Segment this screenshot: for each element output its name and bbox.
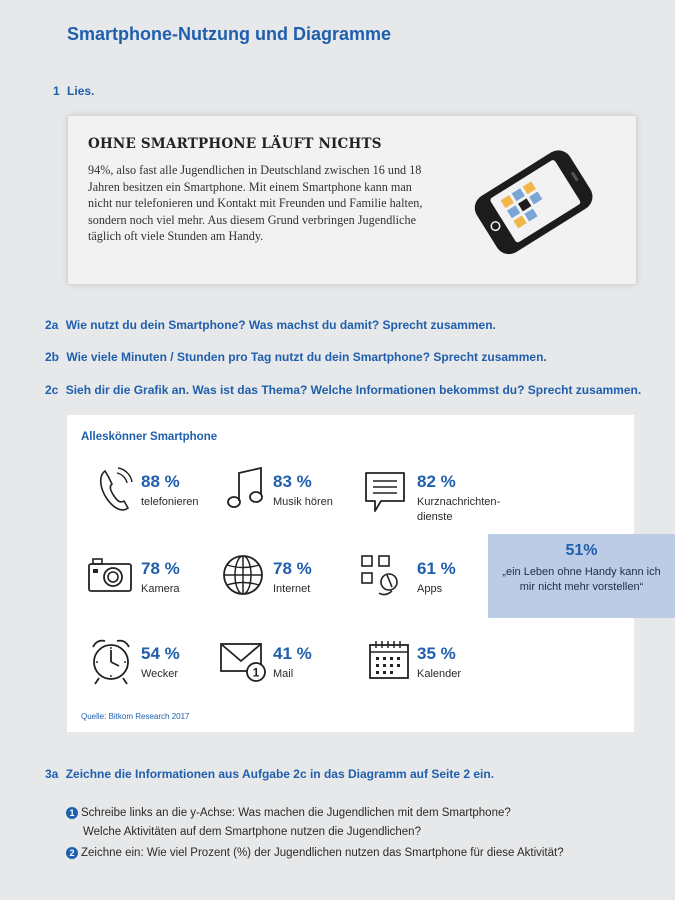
- smartphone-illustration: [458, 140, 608, 270]
- step-text: Schreibe links an die y-Achse: Was machen die Jugendlichen mit dem Smartphone?: [81, 807, 511, 820]
- stat-value: 35 %: [417, 644, 456, 663]
- task-number: 2c: [45, 383, 59, 397]
- reading-heading: OHNE SMARTPHONE LÄUFT NICHTS: [88, 136, 382, 152]
- phone-handset-icon: [97, 467, 133, 513]
- task-text: Zeichne die Informationen aus Aufgabe 2c in das Diagramm auf Seite 2 ein.: [65, 767, 495, 781]
- stat-label: Apps: [417, 583, 443, 595]
- stat-value: 88 %: [141, 472, 180, 491]
- stat-label: Musik hören: [273, 496, 333, 508]
- task-text: Sieh dir die Grafik an. Was ist das Thema? Welche Informationen bekommst du? Sprecht zusammen.: [65, 383, 642, 397]
- task-number: 1: [53, 84, 60, 98]
- task-number: 2a: [45, 318, 59, 332]
- camera-icon: [87, 555, 133, 595]
- step-1-continued: [83, 826, 421, 838]
- alarm-clock-icon: [89, 635, 133, 687]
- stat-value: 82 %: [417, 472, 456, 491]
- task-3a: [45, 767, 494, 781]
- svg-text:1: 1: [252, 665, 260, 680]
- stat-label: Wecker: [141, 668, 179, 680]
- page-title: Smartphone-Nutzung und Diagramme: [67, 24, 392, 44]
- music-note-icon: [227, 467, 267, 513]
- source-note: Quelle: Bitkom Research 2017: [81, 712, 190, 721]
- task-1: [53, 84, 94, 98]
- task-2a: [45, 318, 496, 332]
- reading-body: 94%, also fast alle Jugendlichen in Deutschland zwischen 16 und 18 Jahren besitzen ein Smartphone. Mit einem Smartphone kann man nicht nur telefonieren und Kontakt mit Freunden und Familie halten, sondern noch viel mehr. Aus diesem Grund verbringen Jugendliche täglich oft viele Stunden am Handy.: [88, 163, 423, 243]
- stat-value: 41 %: [273, 644, 312, 663]
- apps-icon: [359, 553, 407, 599]
- step-text: Welche Aktivitäten auf dem Smartphone nutzen die Jugendlichen?: [83, 826, 421, 838]
- stat-label: Kamera: [141, 583, 180, 595]
- task-2c: [45, 383, 641, 397]
- quote-value: 51%: [565, 542, 598, 559]
- quote-box: [488, 534, 675, 618]
- globe-icon: [221, 553, 265, 597]
- task-number: 2b: [45, 350, 60, 364]
- stat-label: Internet: [273, 583, 311, 595]
- stat-label: telefonieren: [141, 496, 199, 508]
- stat-value: 83 %: [273, 472, 312, 491]
- step-badge: 1: [66, 807, 78, 819]
- stat-label: Mail: [273, 668, 294, 680]
- mail-icon: [219, 641, 269, 683]
- stat-value: 54 %: [141, 644, 180, 663]
- task-text: Wie nutzt du dein Smartphone? Was machst du damit? Sprecht zusammen.: [65, 318, 496, 332]
- stat-value: 61 %: [417, 559, 456, 578]
- step-2: [66, 847, 564, 859]
- task-number: 3a: [45, 767, 59, 781]
- task-text: Wie viele Minuten / Stunden pro Tag nutzt du dein Smartphone? Sprecht zusammen.: [66, 350, 547, 364]
- task-text: Lies.: [67, 84, 95, 98]
- stat-label: Kalender: [417, 668, 462, 680]
- infographic-title: Alleskönner Smartphone: [81, 431, 218, 443]
- stat-value: 78 %: [141, 559, 180, 578]
- stat-value: 78 %: [273, 559, 312, 578]
- stat-label: Kurznachrichten- dienste: [417, 496, 501, 523]
- quote-text: „ein Leben ohne Handy kann ich mir nicht mehr vorstellen“: [502, 566, 661, 593]
- message-bubble-icon: [363, 467, 407, 515]
- step-text: Zeichne ein: Wie viel Prozent (%) der Jugendlichen nutzen das Smartphone für diese Aktivität?: [81, 847, 564, 860]
- calendar-icon: [367, 639, 411, 681]
- step-1: [66, 807, 511, 819]
- task-2b: [45, 350, 547, 364]
- step-badge: 2: [66, 847, 78, 859]
